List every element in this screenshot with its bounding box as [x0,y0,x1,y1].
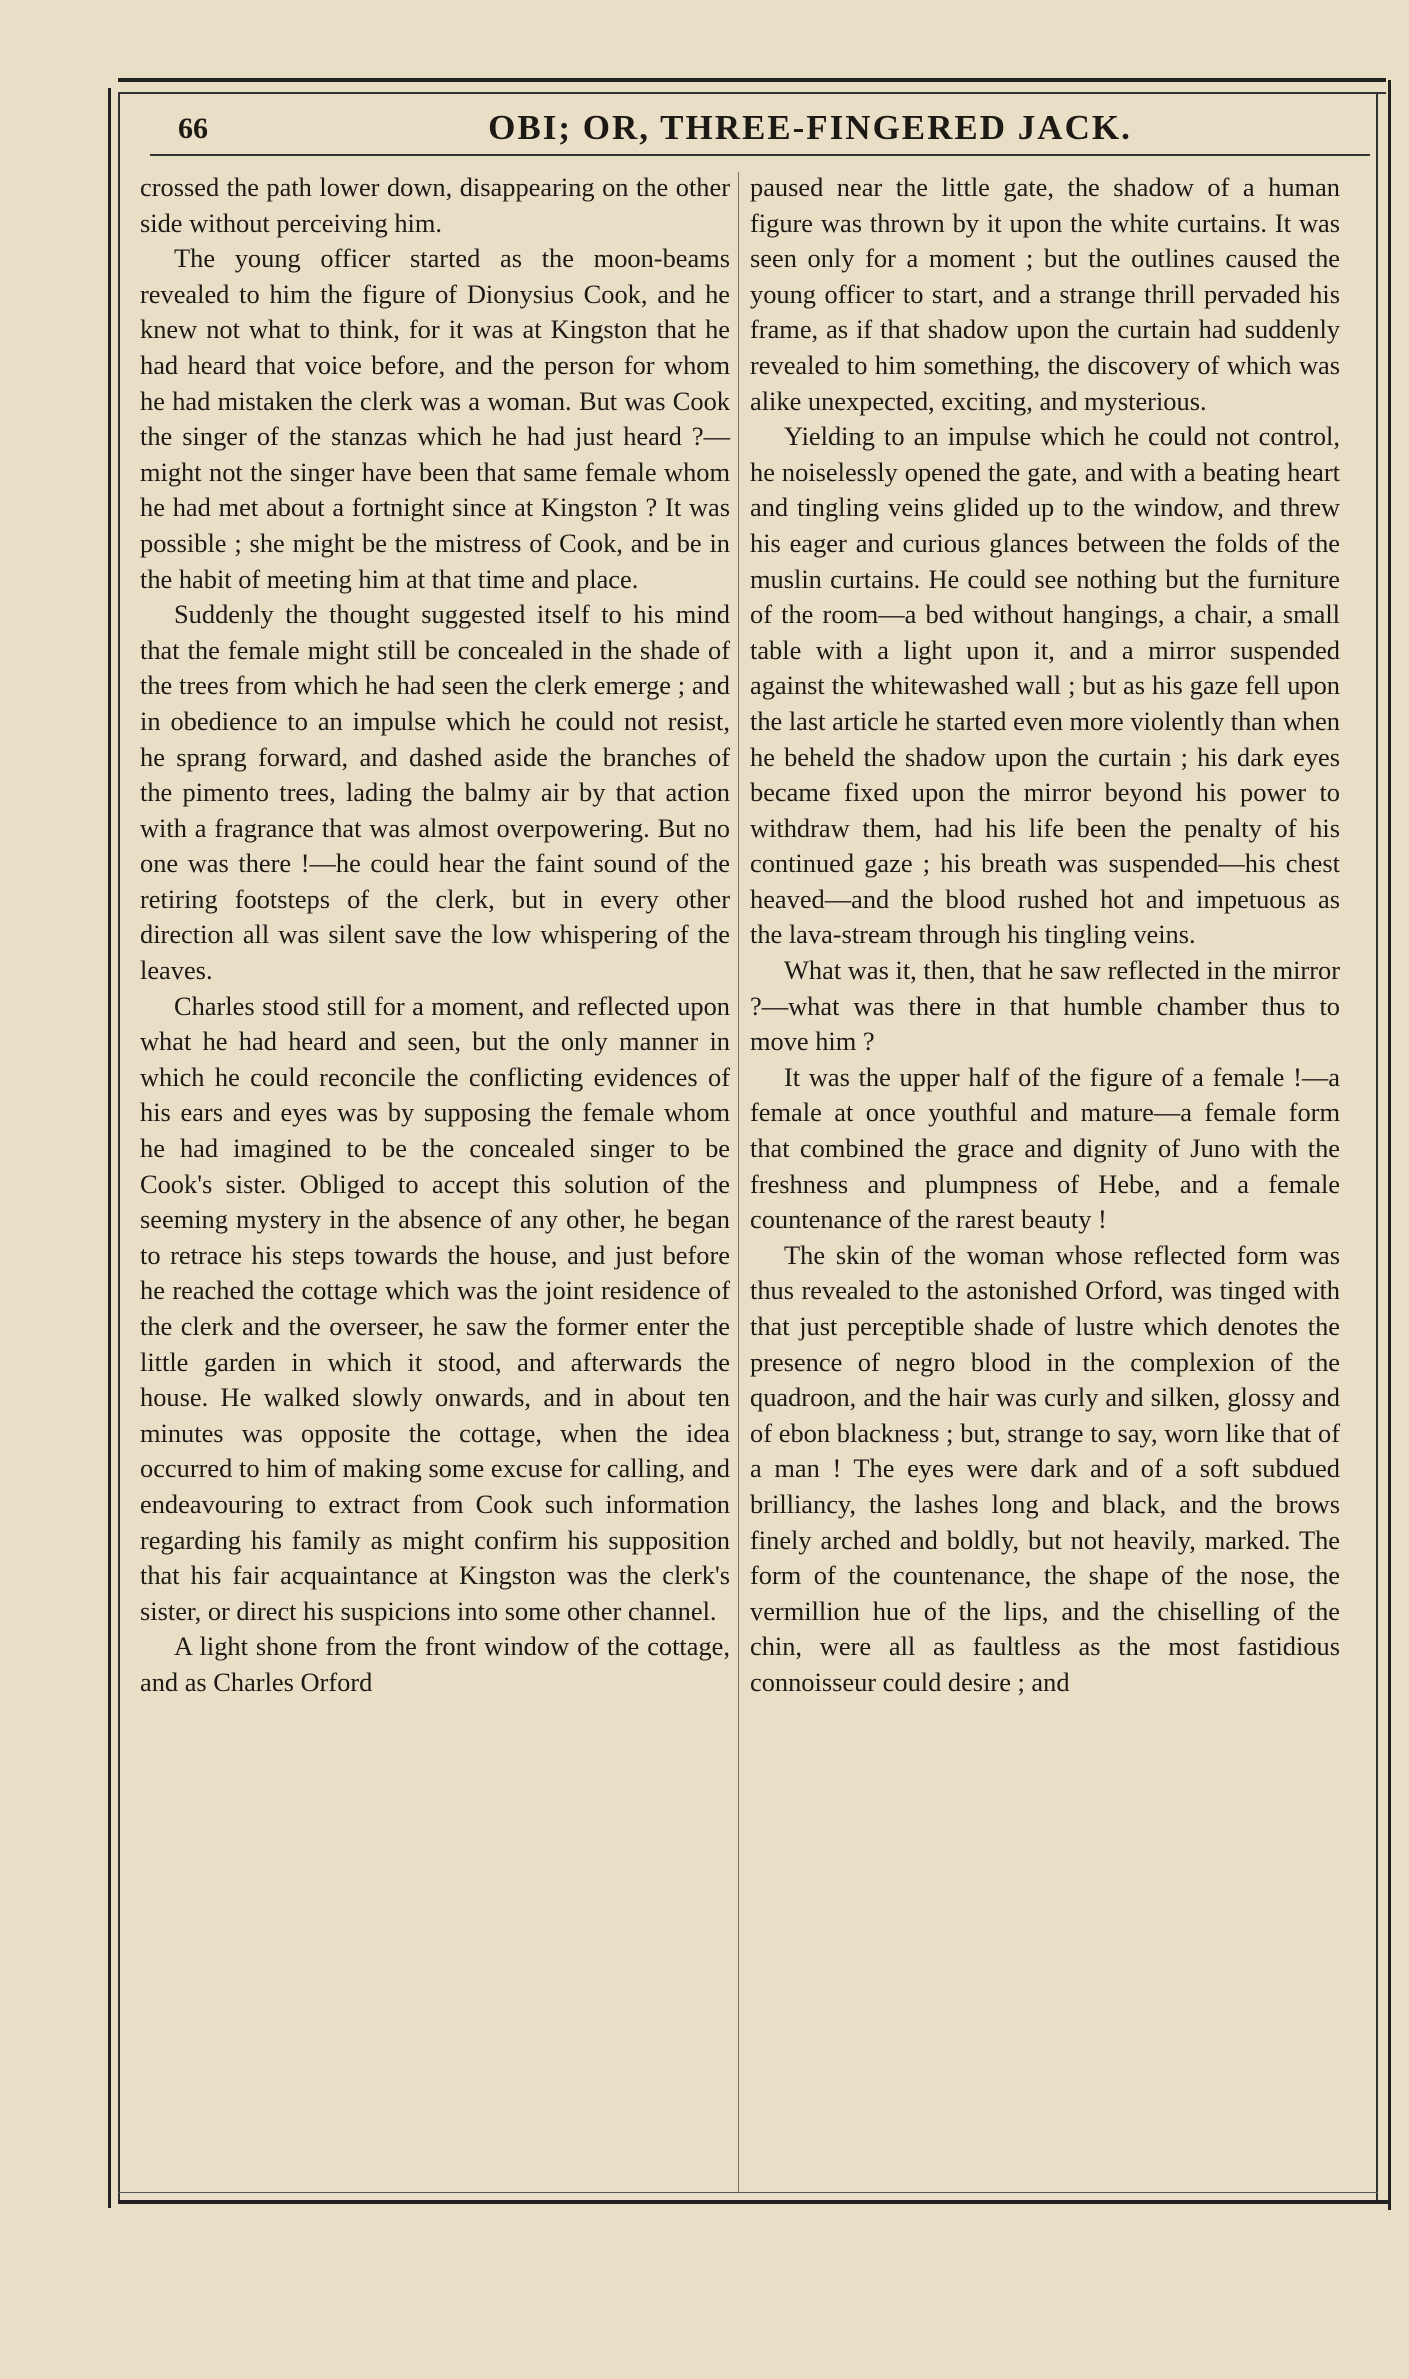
column-divider [738,172,739,2192]
right-border-rule [1388,80,1391,2210]
page-number: 66 [178,112,208,145]
left-inner-rule [118,92,120,2202]
paragraph: Suddenly the thought suggested itself to his mind that the female might still be concealed in the shade of the trees from which he had seen the clerk emerge ; and in obedience to an impulse which he could not resist, he sprang forward, and dashed aside the branches of the pimento trees, lading the balmy air by that action with a fragrance that was almost overpowering. But no one was there !—he could hear the faint sound of the retiring footsteps of the clerk, but in every other direction all was silent save the low whispering of the leaves. [140,599,730,986]
header-rule [118,92,1386,94]
bottom-border-rule [118,2200,1390,2204]
paragraph: paused near the little gate, the shadow of a human figure was thrown by it upon the white curtains. It was seen only for a moment ; but the outlines caused the young officer to start, and a strange thrill pervaded his frame, as if that shadow upon the curtain had suddenly revealed to him something, the discovery of which was alike unexpected, exciting, and mysterious. [750,172,1340,416]
right-column [750,170,1340,1701]
paragraph: Charles stood still for a moment, and reflected upon what he had heard and seen, but the only manner in which he could reconcile the conflicting evidences of his ears and eyes was by supposing the female whom he had imagined to be the concealed singer to be Cook's sister. Obliged to accept this solution of the seeming mystery in the absence of any other, he began to retrace his steps towards the house, and just before he reached the cottage which was the joint residence of the clerk and the overseer, he saw the former enter the little garden in which it stood, and afterwards the house. He walked slowly onwards, and in about ten minutes was opposite the cottage, when the idea occurred to him of making some excuse for calling, and endeavouring to extract from Cook such information regarding his family as might confirm his supposition that his fair acquaintance at Kingston was the clerk's sister, or direct his suspicions into some other channel. [140,990,730,1626]
left-column [140,170,730,1701]
paragraph: Yielding to an impulse which he could not control, he noiselessly opened the gate, and with a beating heart and tingling veins glided up to the window, and threw his eager and curious glances between the folds of the muslin curtains. He could see nothing but the furniture of the room—a bed without hangings, a chair, a small table with a light upon it, and a mirror suspended against the whitewashed wall ; but as his gaze fell upon the last article he started even more violently than when he beheld the shadow upon the curtain ; his dark eyes became fixed upon the mirror beyond his power to withdraw them, had his life been the penalty of his continued gaze ; his breath was suspended—his chest heaved—and the blood rushed hot and impetuous as the lava-stream through his tingling veins. [750,421,1340,950]
paragraph: A light shone from the front window of the cottage, and as Charles Orford [140,1631,730,1697]
paragraph: What was it, then, that he saw reflected in the mirror ?—what was there in that humble chamber thus to move him ? [750,955,1340,1057]
paragraph: The young officer started as the moon-beams revealed to him the figure of Dionysius Cook, and he knew not what to think, for it was at Kingston that he had heard that voice before, and the person for whom he had mistaken the clerk was a woman. But was Cook the singer of the stanzas which he had just heard ?—might not the singer have been that same female whom he had met about a fortnight since at Kingston ? It was possible ; she might be the mistress of Cook, and be in the habit of meeting him at that time and place. [140,243,730,594]
bottom-inner-rule [118,2192,1378,2193]
left-border-rule [108,88,111,2208]
paragraph: The skin of the woman whose reflected form was thus revealed to the astonished Orford, was tinged with that just perceptible shade of lustre which denotes the presence of negro blood in the complexion of the quadroon, and the hair was curly and silken, glossy and of ebon blackness ; but, strange to say, worn like that of a man ! The eyes were dark and of a soft subdued brilliancy, the lashes long and black, and the brows finely arched and boldly, but not heavily, marked. The form of the countenance, the shape of the nose, the vermillion hue of the lips, and the chiselling of the chin, were all as faultless as the most fastidious connoisseur could desire ; and [750,1239,1340,1697]
right-inner-rule [1376,92,1378,2202]
page-header [150,98,1370,156]
paragraph: crossed the path lower down, disappearing on the other side without perceiving him. [140,172,730,238]
running-title: OBI; OR, THREE-FINGERED JACK. [488,108,1132,147]
paragraph: It was the upper half of the figure of a female !—a female at once youthful and mature—a female form that combined the grace and dignity of Juno with the freshness and plumpness of Hebe, and a female countenance of the rarest beauty ! [750,1061,1340,1235]
